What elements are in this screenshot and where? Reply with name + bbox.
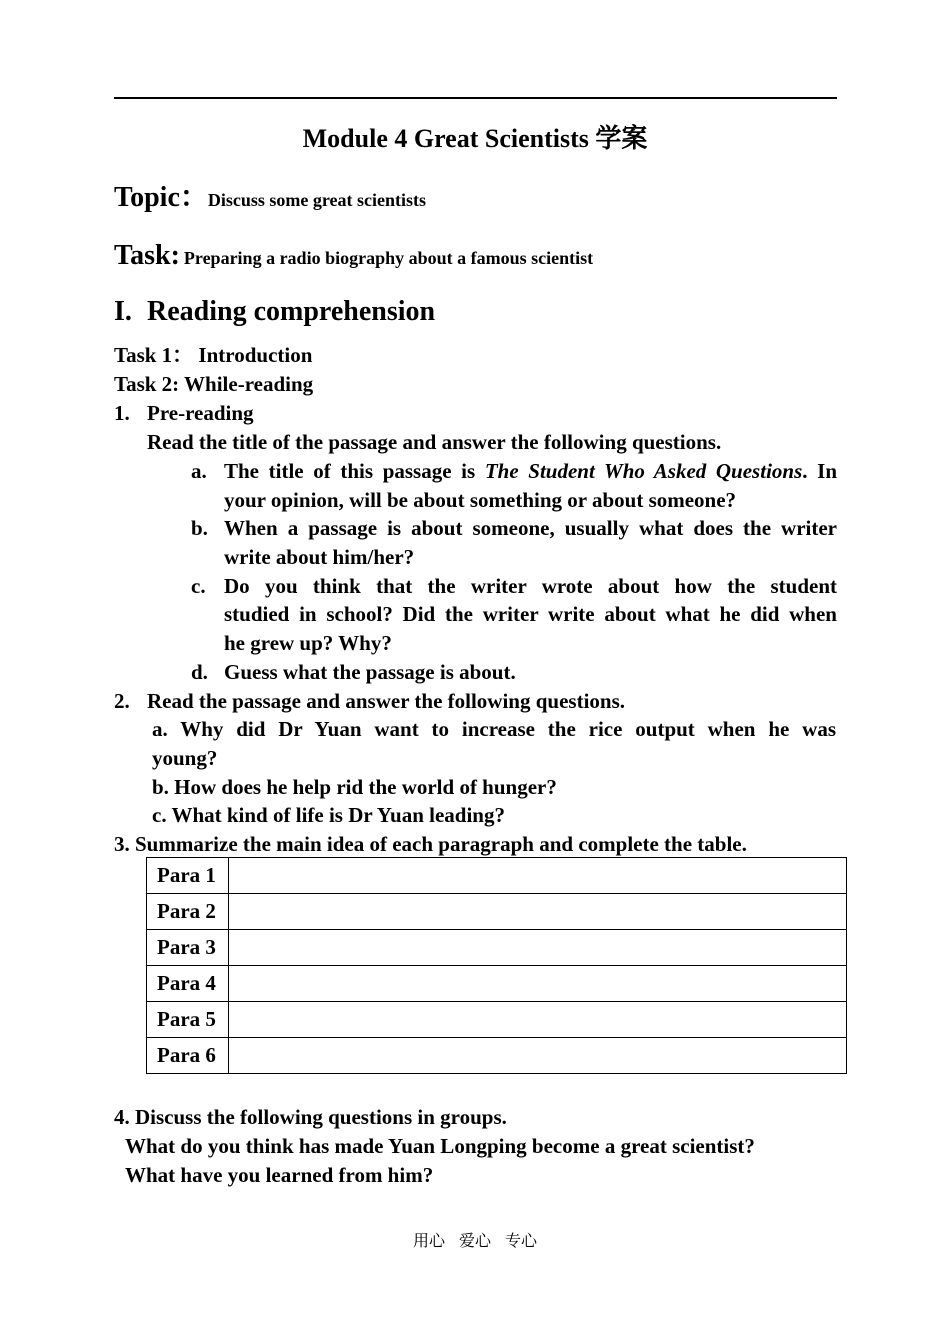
table-row	[147, 1002, 847, 1038]
document-title: Module 4 Great Scientists 学案	[302, 124, 648, 153]
para-summary-cell[interactable]	[229, 966, 847, 1002]
question-a-line2: your opinion, will be about something or about someone?	[224, 488, 737, 512]
section-title: Reading comprehension	[147, 296, 436, 327]
para-summary-cell[interactable]	[229, 1038, 847, 1074]
task-label: Task:	[114, 240, 180, 271]
para-label: Para 1	[147, 858, 229, 894]
question-a-text: The title of this passage is	[224, 459, 485, 483]
para-label: Para 6	[147, 1038, 229, 1074]
item4-heading: 4. Discuss the following questions in groups.	[114, 1105, 507, 1129]
item2-question-b: b. How does he help rid the world of hunger?	[152, 775, 557, 799]
passage-title: The Student Who Asked Questions	[484, 459, 803, 483]
para-summary-cell[interactable]	[229, 858, 847, 894]
topic-line	[114, 180, 426, 220]
para-summary-cell[interactable]	[229, 1002, 847, 1038]
question-a-text-end: . In	[802, 459, 838, 483]
item1-number: 1.	[114, 401, 130, 425]
question-b-marker: b.	[191, 516, 208, 540]
topic-text: Discuss some great scientists	[207, 190, 427, 210]
question-b-line1: When a passage is about someone, usually what does the writer	[224, 516, 837, 540]
question-b-line2: write about him/her?	[224, 545, 415, 569]
question-d-line1: Guess what the passage is about.	[224, 660, 516, 684]
para-summary-cell[interactable]	[229, 894, 847, 930]
topic-label: Topic：	[114, 182, 208, 213]
para-label: Para 4	[147, 966, 229, 1002]
question-a-marker: a.	[191, 459, 207, 483]
page-footer: 用心 爱心 专心	[412, 1233, 537, 1250]
paragraph-summary-table	[146, 857, 847, 1074]
para-label: Para 2	[147, 894, 229, 930]
task2-line: Task 2: While-reading	[114, 372, 314, 396]
item1-instruction: Read the title of the passage and answer the following questions.	[147, 430, 722, 454]
header-rule	[114, 97, 837, 99]
question-a-line1	[224, 457, 837, 486]
question-c-line3: he grew up? Why?	[224, 631, 392, 655]
question-d-marker: d.	[191, 660, 208, 684]
section-number: I.	[114, 296, 132, 327]
para-summary-cell[interactable]	[229, 930, 847, 966]
table-row	[147, 858, 847, 894]
task1-line: Task 1： Introduction	[114, 343, 313, 367]
task-line	[114, 238, 593, 278]
task-text: Preparing a radio biography about a famous scientist	[183, 248, 594, 268]
question-c-line1: Do you think that the writer wrote about how the student	[224, 574, 837, 598]
question-c-marker: c.	[191, 574, 206, 598]
item4-question-1: What do you think has made Yuan Longping become a great scientist?	[125, 1134, 755, 1158]
item2-number: 2.	[114, 689, 130, 713]
item2-question-a-line1: a. Why did Dr Yuan want to increase the rice output when he was	[152, 717, 836, 741]
table-row	[147, 1038, 847, 1074]
item2-question-c: c. What kind of life is Dr Yuan leading?	[152, 803, 505, 827]
item2-question-a-line2: young?	[152, 746, 218, 770]
table-row	[147, 966, 847, 1002]
item4-question-2: What have you learned from him?	[125, 1163, 434, 1187]
section-heading	[114, 294, 436, 330]
para-label: Para 3	[147, 930, 229, 966]
para-label: Para 5	[147, 1002, 229, 1038]
item1-heading: Pre-reading	[147, 401, 254, 425]
table-row	[147, 894, 847, 930]
item2-heading: Read the passage and answer the following questions.	[147, 689, 626, 713]
table-row	[147, 930, 847, 966]
item3-heading: 3. Summarize the main idea of each paragraph and complete the table.	[114, 832, 747, 856]
question-c-line2: studied in school? Did the writer write about what he did when	[224, 602, 837, 626]
